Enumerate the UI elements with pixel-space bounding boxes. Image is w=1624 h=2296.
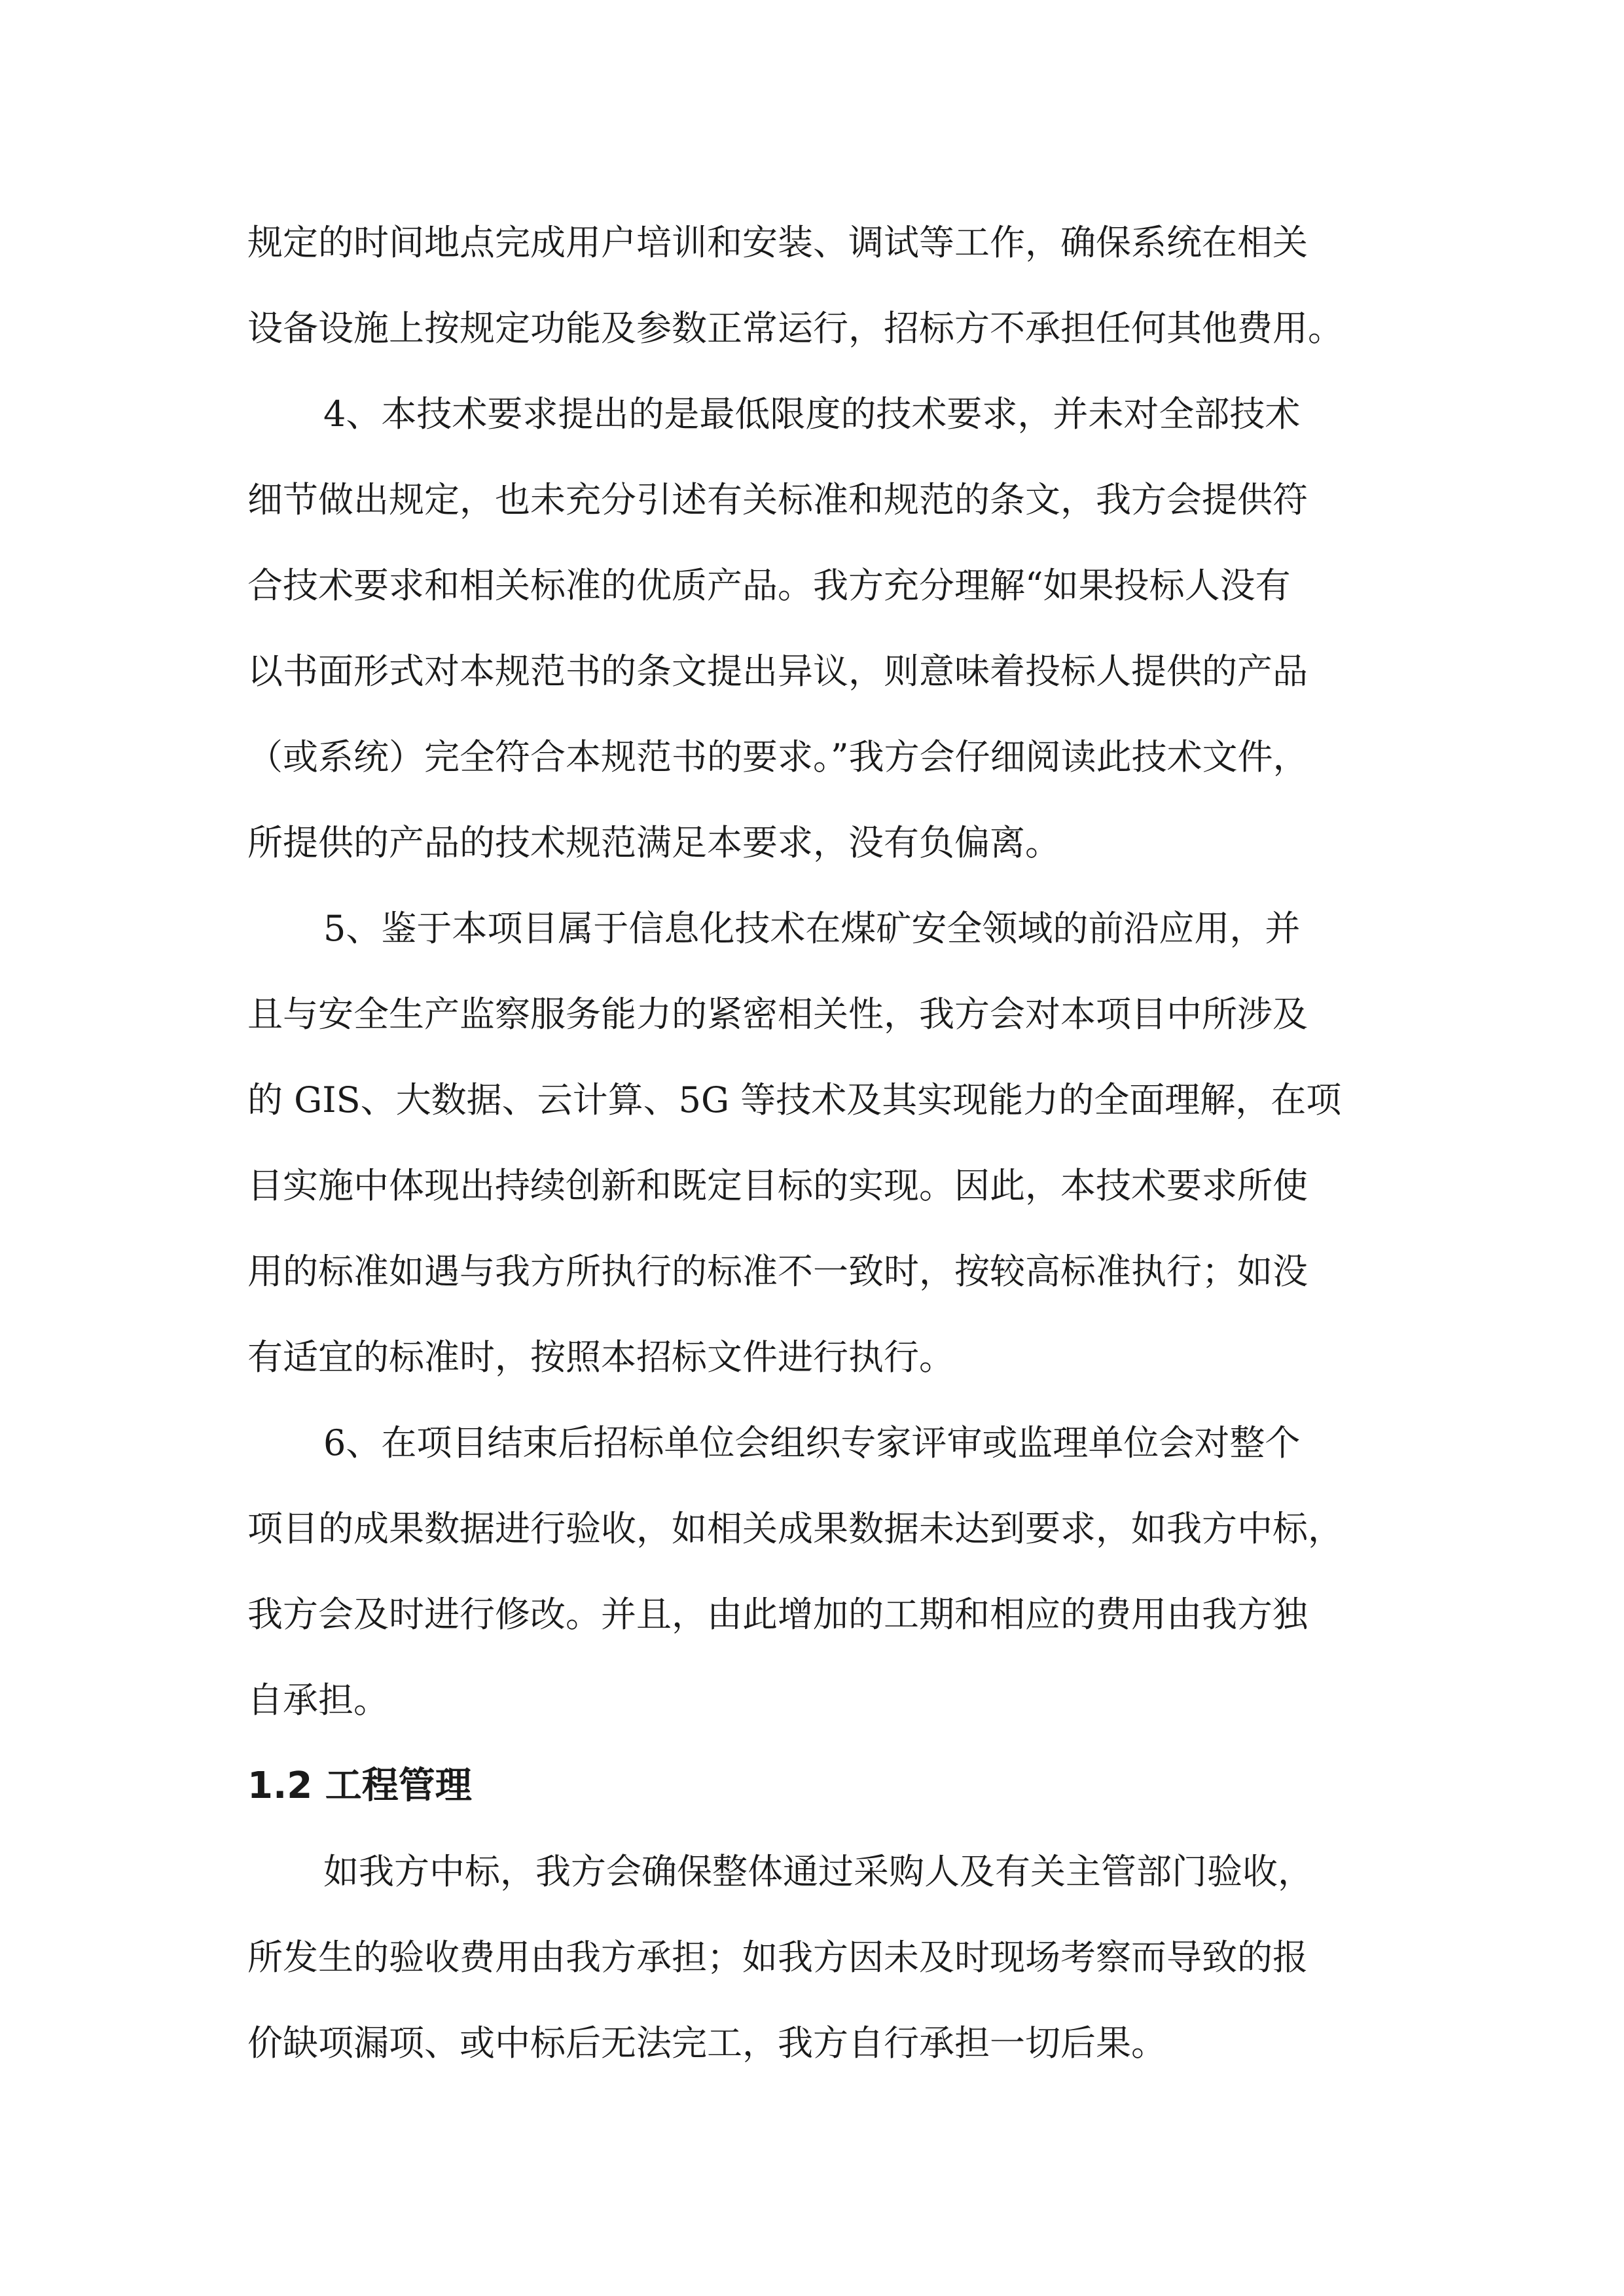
paragraph-line: 且与安全生产监察服务能力的紧密相关性，我方会对本项目中所涉及 — [247, 994, 1308, 1035]
paragraph-line: （或系统）完全符合本规范书的要求。”我方会仔细阅读此技术文件， — [247, 736, 1308, 778]
paragraph-line: 我方会及时进行修改。并且，由此增加的工期和相应的费用由我方独 — [247, 1594, 1308, 1635]
paragraph-line: 4、本技术要求提出的是最低限度的技术要求，并未对全部技术 — [323, 393, 1301, 435]
paragraph-line: 以书面形式对本规范书的条文提出异议，则意味着投标人提供的产品 — [247, 651, 1308, 692]
paragraph-line: 规定的时间地点完成用户培训和安装、调试等工作，确保系统在相关 — [247, 222, 1308, 263]
paragraph-line: 自承担。 — [247, 1679, 389, 1721]
paragraph-line: 细节做出规定，也未充分引述有关标准和规范的条文，我方会提供符 — [247, 479, 1308, 520]
paragraph-line: 价缺项漏项、或中标后无法完工，我方自行承担一切后果。 — [247, 2022, 1166, 2064]
paragraph-line: 用的标准如遇与我方所执行的标准不一致时，按较高标准执行；如没 — [247, 1251, 1308, 1292]
paragraph-line: 有适宜的标准时，按照本招标文件进行执行。 — [247, 1336, 954, 1378]
paragraph-line: 所发生的验收费用由我方承担；如我方因未及时现场考察而导致的报 — [247, 1937, 1308, 1978]
paragraph-line: 6、在项目结束后招标单位会组织专家评审或监理单位会对整个 — [323, 1422, 1301, 1463]
paragraph-line: 的 GIS、大数据、云计算、5G 等技术及其实现能力的全面理解，在项 — [247, 1079, 1342, 1121]
paragraph-line: 5、鉴于本项目属于信息化技术在煤矿安全领域的前沿应用，并 — [323, 908, 1301, 949]
section-heading: 1.2 工程管理 — [247, 1765, 472, 1807]
paragraph-line: 如我方中标，我方会确保整体通过采购人及有关主管部门验收， — [323, 1851, 1313, 1892]
paragraph-line: 项目的成果数据进行验收，如相关成果数据未达到要求，如我方中标， — [247, 1508, 1343, 1549]
paragraph-line: 目实施中体现出持续创新和既定目标的实现。因此，本技术要求所使 — [247, 1165, 1308, 1206]
paragraph-line: 所提供的产品的技术规范满足本要求，没有负偏离。 — [247, 822, 1060, 863]
paragraph-line: 合技术要求和相关标准的优质产品。我方充分理解“如果投标人没有 — [247, 565, 1291, 606]
paragraph-line: 设备设施上按规定功能及参数正常运行，招标方不承担任何其他费用。 — [247, 308, 1343, 349]
